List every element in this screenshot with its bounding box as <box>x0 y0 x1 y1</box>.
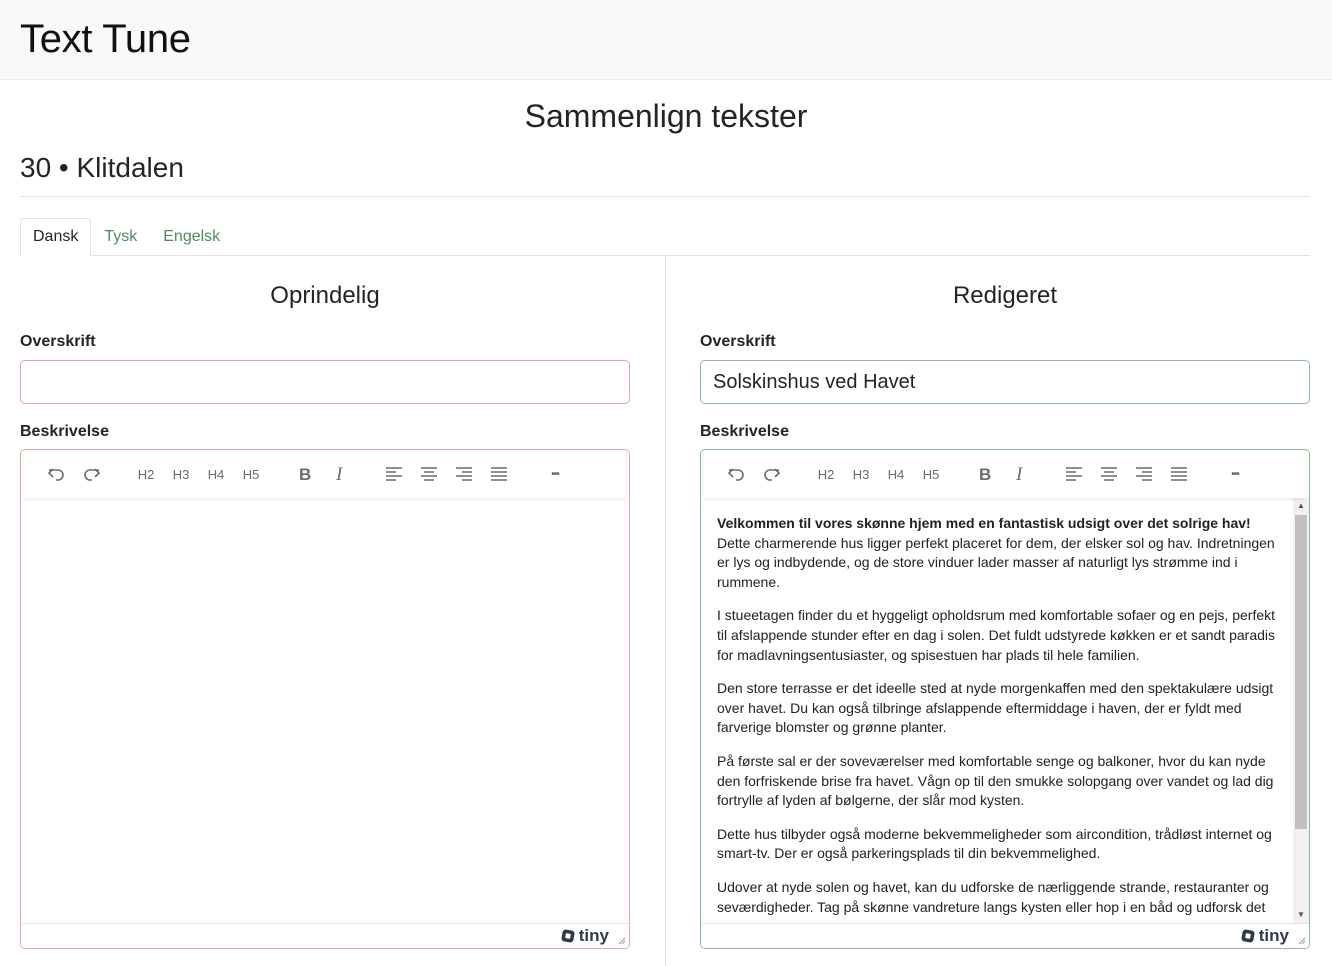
h2-button[interactable]: H2 <box>137 466 155 482</box>
content-paragraph: I stueetagen finder du et hyggeligt opholdsrum med komfortable sofaer og en pejs, perfekt til afslappende stunder efter en dag i solen. Det fuldt udstyrede køkken er et sandt paradis for madlavningsentusiaster, og spisestuen har plads til hele familien. <box>717 607 1276 663</box>
tiny-logo[interactable] <box>1240 926 1289 946</box>
align-left-icon[interactable] <box>1058 460 1090 488</box>
original-title: Oprindelig <box>270 282 380 309</box>
original-heading-label: Overskrift <box>20 333 96 350</box>
intro-text: Dette charmerende hus ligger perfekt placeret for dem, der elsker sol og hav. Indretningen er lys og indbydende, og de store vinduer lader masser af naturligt lys strømme ind i rummene. <box>717 534 1275 590</box>
editor-content[interactable] <box>701 498 1309 923</box>
edited-heading-label: Overskrift <box>700 333 776 350</box>
tab-engelsk[interactable]: Engelsk <box>163 228 221 245</box>
original-description-editor[interactable] <box>20 449 630 949</box>
more-icon[interactable]: ••• <box>1231 468 1239 480</box>
navbar <box>0 0 1332 80</box>
bold-icon[interactable] <box>289 460 321 488</box>
redo-icon[interactable] <box>756 460 788 488</box>
intro-bold-text: Velkommen til vores skønne hjem med en fantastisk udsigt over det solrige hav! <box>717 515 1251 531</box>
h5-button[interactable]: H5 <box>242 466 260 482</box>
scroll-down-icon[interactable]: ▼ <box>1297 910 1305 919</box>
align-center-icon[interactable] <box>1093 460 1125 488</box>
editor-statusbar <box>701 923 1309 948</box>
editor-toolbar <box>24 450 626 498</box>
italic-icon[interactable] <box>1004 460 1036 488</box>
align-justify-icon[interactable] <box>1163 460 1195 488</box>
edited-title: Redigeret <box>952 282 1058 309</box>
edited-description-editor[interactable] <box>700 449 1310 949</box>
editor-toolbar <box>704 450 1306 498</box>
tab-tysk[interactable]: Tysk <box>104 228 138 245</box>
divider <box>20 196 1310 197</box>
tiny-logo[interactable] <box>560 926 609 946</box>
h3-button[interactable]: H3 <box>172 466 190 482</box>
editor-content[interactable] <box>21 498 629 923</box>
editor-statusbar <box>21 923 629 948</box>
h4-button[interactable]: H4 <box>207 466 225 482</box>
original-description-label: Beskrivelse <box>20 423 109 440</box>
svg-text:I: I <box>1016 465 1023 483</box>
align-right-icon[interactable] <box>1128 460 1160 488</box>
page-title: Sammenlign tekster <box>524 98 808 134</box>
content-paragraph: På første sal er der soveværelser med komfortable senge og balkoner, hvor du kan nyde den forfriskende brise fra havet. Vågn op til den smukke solopgang over vandet og lad dig fortrylle af lyden af bølgerne, der slår mod kysten. <box>717 752 1274 809</box>
undo-icon[interactable] <box>40 460 72 488</box>
column-divider <box>665 256 666 966</box>
h5-button[interactable]: H5 <box>922 466 940 482</box>
more-icon[interactable]: ••• <box>551 468 559 480</box>
content-paragraph: Den store terrasse er det ideelle sted at nyde morgenkaffen med den spektakulære udsigt over havet. Du kan også tilbringe afslappende eftermiddage i haven, der er fyldt med farverige blomster og grønne planter. <box>717 680 1274 736</box>
h3-button[interactable]: H3 <box>852 466 870 482</box>
tiny-label: tiny <box>578 926 609 945</box>
edited-description-label: Beskrivelse <box>700 423 789 440</box>
language-tabs <box>20 218 1310 256</box>
app-brand[interactable]: Text Tune <box>20 17 191 61</box>
scrollbar-thumb[interactable] <box>1295 515 1307 829</box>
align-center-icon[interactable] <box>413 460 445 488</box>
edited-heading-input[interactable] <box>700 360 1310 404</box>
redo-icon[interactable] <box>76 460 108 488</box>
content-paragraph: Udover at nyde solen og havet, kan du udforske de nærliggende strande, restauranter og seværdigheder. Tag på skønne vandreture langs kysten eller hop i en båd og udforsk det <box>717 878 1269 915</box>
undo-icon[interactable] <box>720 460 752 488</box>
resize-handle-icon[interactable] <box>1298 937 1306 945</box>
tiny-icon <box>560 928 576 944</box>
align-justify-icon[interactable] <box>483 460 515 488</box>
svg-text:B: B <box>299 465 312 483</box>
editor-scrollbar[interactable] <box>1293 498 1309 923</box>
content-paragraph: Dette hus tilbyder også moderne bekvemmeligheder som aircondition, trådløst internet og smart-tv. Der er også parkeringsplads til din bekvemmelighed. <box>717 825 1272 862</box>
h2-button[interactable]: H2 <box>817 466 835 482</box>
scroll-up-icon[interactable]: ▲ <box>1297 501 1305 510</box>
original-column <box>20 256 630 949</box>
tab-dansk[interactable]: Dansk <box>20 218 91 256</box>
h4-button[interactable]: H4 <box>887 466 905 482</box>
svg-text:B: B <box>979 465 992 483</box>
original-heading-input[interactable] <box>20 360 630 404</box>
resize-handle-icon[interactable] <box>618 937 626 945</box>
align-left-icon[interactable] <box>378 460 410 488</box>
editor-text <box>701 498 1309 917</box>
comparison-columns <box>0 256 1332 966</box>
edited-column <box>700 256 1310 949</box>
align-right-icon[interactable] <box>448 460 480 488</box>
page-subtitle: 30 • Klitdalen <box>20 152 184 183</box>
tiny-label: tiny <box>1258 926 1289 945</box>
tiny-icon <box>1240 928 1256 944</box>
intro-paragraph <box>717 514 1279 592</box>
svg-text:I: I <box>336 465 343 483</box>
bold-icon[interactable] <box>969 460 1001 488</box>
italic-icon[interactable] <box>324 460 356 488</box>
